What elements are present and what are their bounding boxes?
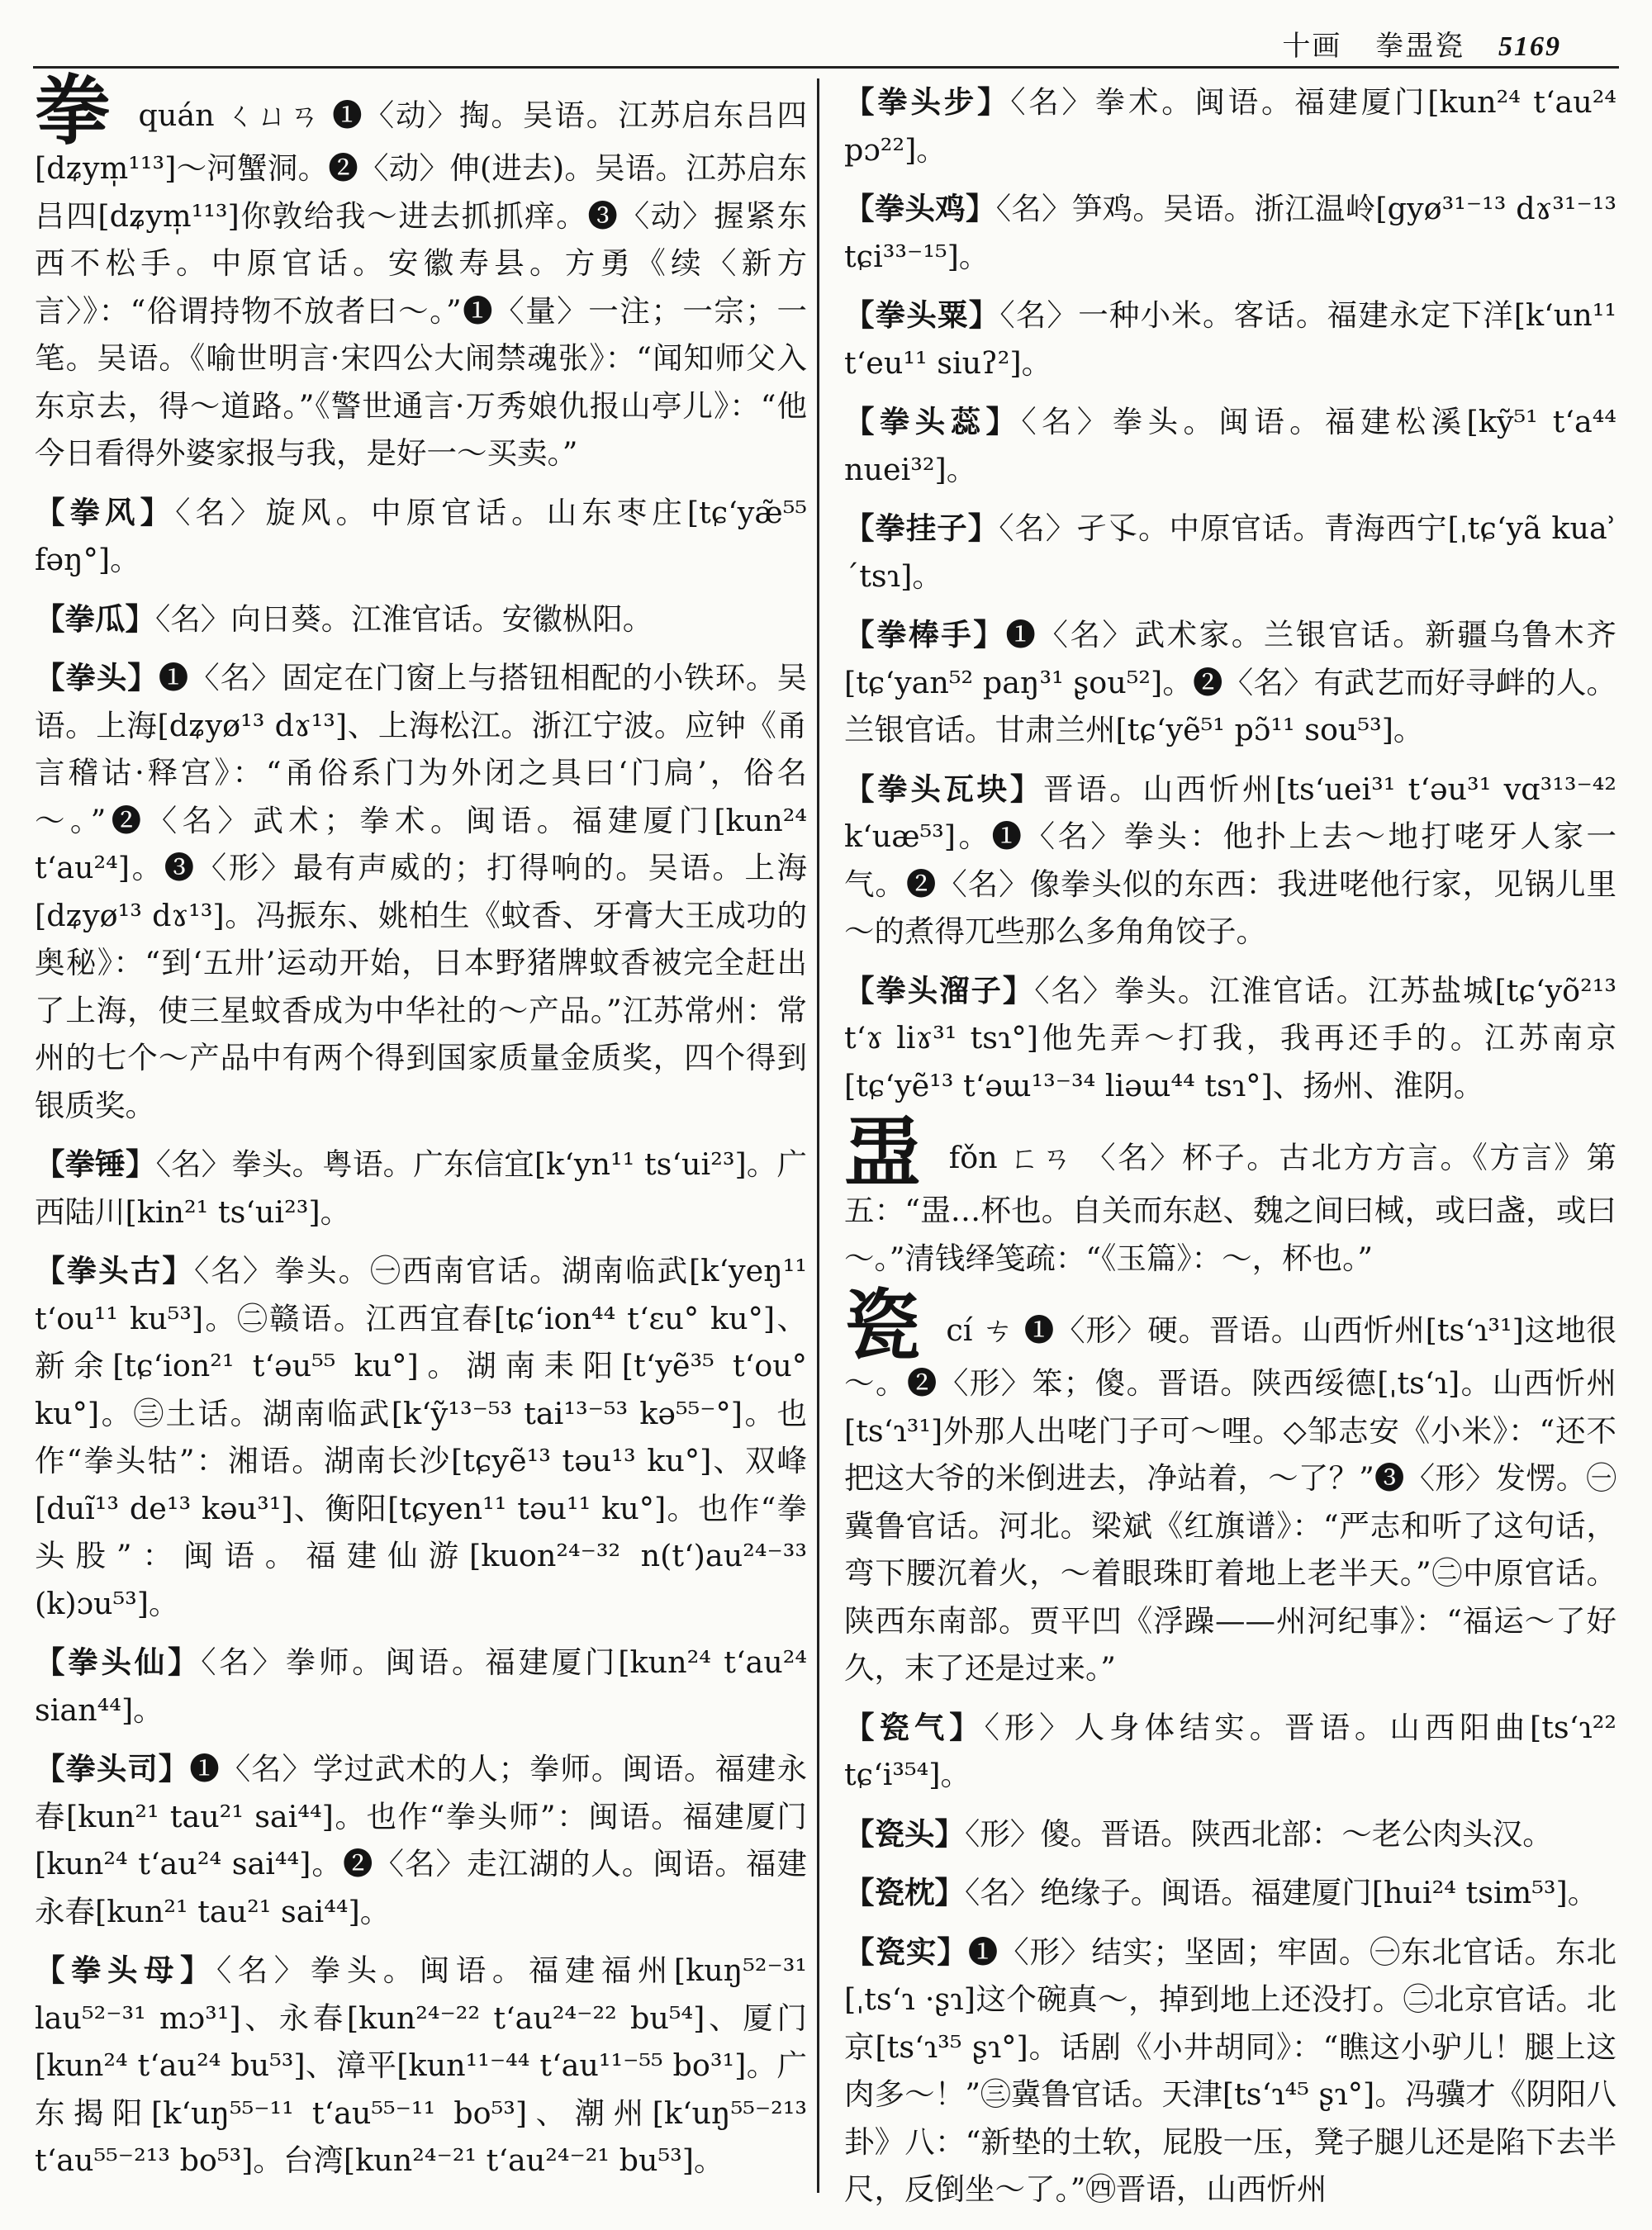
headword-character: 盄 [844,1109,923,1198]
word-entry [844,766,1616,956]
headword: 【拳头溜子】 [844,972,1035,1008]
word-entry [35,654,807,1129]
headword: 【拳头鸡】 [844,191,996,226]
headword: 【拳头瓦块】 [844,771,1043,807]
headword: 【瓷气】 [844,1709,985,1745]
definition-text: cí ㄘ ❶〈形〉硬。晋语。山西忻州[tsʻɿ³¹]这地很～。❷〈形〉笨；傻。晋语。陕西绥德[ˌtsʻɿ]。山西忻州[tsʻɿ³¹]外那人出咾门子可～哩。◇邹志安《小米》：“还不把这大爷的米倒进去，净站着，～了？”❸〈形〉发愣。㊀冀鲁官话。河北。梁斌《红旗谱》：“严志和听了这句话，弯下腰沉着火，～着眼珠盯着地上老半天。”㊁中原官话。陕西东南部。贾平凹《浮躁——州河纪事》：“福运～了好久，末了还是过来。” [844,1312,1616,1686]
word-entry [35,1745,807,1935]
definition-text: ❶〈名〉武术家。兰银官话。新疆乌鲁木齐[tɕʻyan⁵² paŋ³¹ ʂou⁵²]。❷〈名〉有武艺而好寻衅的人。兰银官话。甘肃兰州[tɕʻyẽ⁵¹ pɔ̃¹¹ sou⁵³]。 [844,617,1617,747]
word-entry [844,1704,1616,1799]
headword: 【拳头】 [35,660,159,695]
headword: 【拳锤】 [35,1146,156,1182]
headword: 【拳头步】 [844,84,1011,120]
definition-text: ❶〈名〉学过武术的人；拳师。闽语。福建永春[kun²¹ tau²¹ sai⁴⁴]。也作“拳头师”：闽语。福建厦门[kun²⁴ tʻau²⁴ sai⁴⁴]。❷〈名〉走江湖的人。闽语。福建永春[kun²¹ tau²¹ sai⁴⁴]。 [35,1751,807,1929]
word-entry [844,1869,1616,1917]
character-entry [844,1282,1616,1692]
word-entry [844,967,1616,1110]
word-entry [35,1639,807,1734]
definition-text: 晋语。山西忻州[tsʻuei³¹ tʻəu³¹ vɑ³¹³⁻⁴² kʻuæ⁵³]。❶〈名〉拳头：他扑上去～地打咾牙人家一气。❷〈名〉像拳头似的东西：我进咾他行家，见锅儿里～的煮得兀些那么多角角饺子。 [844,771,1617,949]
column-divider [817,78,819,2193]
definition-text: 〈名〉孑孓。中原官话。青海西宁[ˌtɕʻyã kuaʾ ˊtsɿ]。 [844,510,1616,594]
headword: 【拳头粟】 [844,297,1000,333]
word-entry [844,292,1616,387]
headword: 【拳瓜】 [35,600,155,637]
headword: 【拳头司】 [35,1751,190,1786]
definition-text: 〈名〉拳头。粤语。广东信宜[kʻyn¹¹ tsʻui²³]。广西陆川[kin²¹ tsʻui²³]。 [35,1146,808,1230]
definition-text: fǒn ㄈㄢ 〈名〉杯子。古北方方言。《方言》第五：“盄…杯也。自关而东赵、魏之间曰棫，或曰盏，或曰～。”清钱绎笺疏：“《玉篇》：～，杯也。” [844,1140,1616,1276]
headword: 【拳棒手】 [844,617,1006,652]
headword: 【瓷头】 [844,1815,965,1852]
headword: 【瓷实】 [844,1933,968,1970]
running-head [1259,23,1561,64]
headword: 【拳头蕊】 [844,404,1022,439]
definition-text: 〈形〉人身体结实。晋语。山西阳曲[tsʻɿ²² tɕʻi³⁵⁴]。 [844,1709,1617,1792]
character-entry [35,67,807,477]
left-column [35,67,808,2196]
definition-text: 〈名〉拳师。闽语。福建厦门[kun²⁴ tʻau²⁴ sian⁴⁴]。 [35,1644,808,1728]
definition-text: 〈名〉一种小米。客话。福建永定下洋[kʻun¹¹ tʻeu¹¹ siuʔ²]。 [844,297,1617,381]
word-entry [35,1141,807,1236]
word-entry [35,595,807,643]
definition-text: 〈名〉旋风。中原官话。山东枣庄[tɕʻyæ̃⁵⁵ fəŋ°]。 [35,494,807,577]
page-header [33,8,1619,69]
right-column [844,78,1616,2225]
word-entry [35,1947,807,2185]
definition-text: 〈名〉向日葵。江淮官话。安徽枞阳。 [155,600,653,637]
definition-text: 〈名〉拳术。闽语。福建厦门[kun²⁴ tʻau²⁴ pɔ²²]。 [844,84,1617,168]
character-entry [844,1109,1616,1282]
word-entry [844,78,1616,173]
word-entry [35,489,807,584]
definition-text: quán ㄑㄩㄢ ❶〈动〉掏。吴语。江苏启东吕四[dʑym̩¹¹³]～河蟹洞。❷〈动〉伸(进去)。吴语。江苏启东吕四[dʑym̩¹¹³]你敦给我～进去抓抓痒。❸〈动〉握紧东西不松手。中原官话。安徽寿县。方勇《续〈新方言〉》：“俗谓持物不放者曰～。”❶〈量〉一注；一宗；一笔。吴语。《喻世明言·宋四公大闹禁魂张》：“闻知师父入东京去，得～道路。”《警世通言·万秀娘仇报山亭儿》：“他今日看得外婆家报与我，是好一～买卖。” [35,97,807,471]
headword: 【瓷枕】 [844,1875,965,1910]
definition-text: 〈名〉绝缘子。闽语。福建厦门[hui²⁴ tsim⁵³]。 [965,1875,1598,1910]
word-entry [844,185,1616,280]
headword: 【拳头仙】 [35,1644,202,1680]
definition-text: 〈名〉拳头。闽语。福建松溪[kỹ⁵¹ tʻa⁴⁴ nuei³²]。 [844,404,1617,487]
word-entry [844,1929,1616,2213]
headword-character: 拳 [35,67,112,155]
definition-text: ❶〈名〉固定在门窗上与搭钮相配的小铁环。吴语。上海[dʑyø¹³ dɤ¹³]、上海松江。浙江宁波。应钟《甬言稽诂·释宫》：“甬俗系门为外闭之具曰‘门扃’，俗名～。”❷〈名〉武术；拳术。闽语。福建厦门[kun²⁴ tʻau²⁴]。❸〈形〉最有声威的；打得响的。吴语。上海[dʑyø¹³ dɤ¹³]。冯振东、姚柏生《蚊香、牙膏大王成功的奥秘》：“到‘五卅’运动开始，日本野猪牌蚊香被完全赶出了上海，使三星蚊香成为中华社的～产品。”江苏常州：常州的七个～产品中有两个得到国家质量金质奖，四个得到银质奖。 [35,660,807,1123]
word-entry [35,1247,807,1627]
headword: 【拳头古】 [35,1253,194,1288]
word-entry [844,505,1616,600]
headword: 【拳挂子】 [844,510,999,546]
word-entry [844,611,1616,754]
definition-text: 〈名〉拳头。㊀西南官话。湖南临武[kʻyeŋ¹¹ tʻou¹¹ ku⁵³]。㊁赣语。江西宜春[tɕʻion⁴⁴ tʻɛu° ku°]、新余[tɕʻion²¹ tʻəu⁵⁵ ku°]。湖南耒阳[tʻyẽ³⁵ tʻou° ku°]。㊂土话。湖南临武[kʻỹ¹³⁻⁵³ tai¹³⁻⁵³ kə⁵⁵⁻°]。也作“拳头牯”：湘语。湖南长沙[tɕyẽ¹³ təu¹³ ku°]、双峰[duĩ¹³ de¹³ kəu³¹]、衡阳[tɕyen¹¹ təu¹¹ ku°]。也作“拳头股”：闽语。福建仙游[kuon²⁴⁻³² n(tʻ)au²⁴⁻³³ (k)ɔu⁵³]。 [35,1253,808,1621]
definition-text: ❶〈形〉结实；坚固；牢固。㊀东北官话。东北[ˌtsʻɿ ·ʂɿ]这个碗真～，掉到地上还没打。㊁北京官话。北京[tsʻɿ³⁵ ʂɿ°]。话剧《小井胡同》：“瞧这小驴儿！腿上这肉多～！”㊂冀鲁官话。天津[tsʻɿ⁴⁵ ʂɿ°]。冯骥才《阴阳八卦》八：“新垫的土软，屁股一压，凳子腿儿还是陷下去半尺，反倒坐～了。”㊃晋语，山西忻州 [844,1933,1616,2207]
definition-text: 〈形〉傻。晋语。陕西北部：～老公肉头汉。 [965,1815,1553,1852]
headword: 【拳风】 [35,494,176,530]
word-entry [844,1810,1616,1858]
word-entry [844,398,1616,493]
definition-text: 〈名〉拳头。闽语。福建福州[kuŋ⁵²⁻³¹ lau⁵²⁻³¹ mɔ³¹]、永春[kun²⁴⁻²² tʻau²⁴⁻²² bu⁵⁴]、厦门[kun²⁴ tʻau²⁴ bu⁵³]、漳平[kun¹¹⁻⁴⁴ tʻau¹¹⁻⁵⁵ bo³¹]。广东揭阳[kʻuŋ⁵⁵⁻¹¹ tʻau⁵⁵⁻¹¹ bo⁵³]、潮州[kʻuŋ⁵⁵⁻²¹³ tʻau⁵⁵⁻²¹³ bo⁵³]。台湾[kun²⁴⁻²¹ tʻau²⁴⁻²¹ bu⁵³]。 [35,1952,808,2178]
stroke-count: 十画 [1282,30,1342,63]
headword: 【拳头母】 [35,1952,217,1988]
head-chars: 拳盄瓷 [1375,30,1465,63]
definition-text: 〈名〉笋鸡。吴语。浙江温岭[gyø³¹⁻¹³ dɤ³¹⁻¹³ tɕi³³⁻¹⁵]。 [844,191,1617,274]
headword-character: 瓷 [844,1282,921,1370]
definition-text: 〈名〉拳头。江淮官话。江苏盐城[tɕʻyõ²¹³ tʻɤ liɤ³¹ tsɿ°]他先弄～打我，我再还手的。江苏南京[tɕʻyẽ¹³ tʻəɯ¹³⁻³⁴ liəɯ⁴⁴ tsɿ°]、扬州、淮阴。 [844,972,1616,1103]
page-number: 5169 [1498,31,1561,62]
